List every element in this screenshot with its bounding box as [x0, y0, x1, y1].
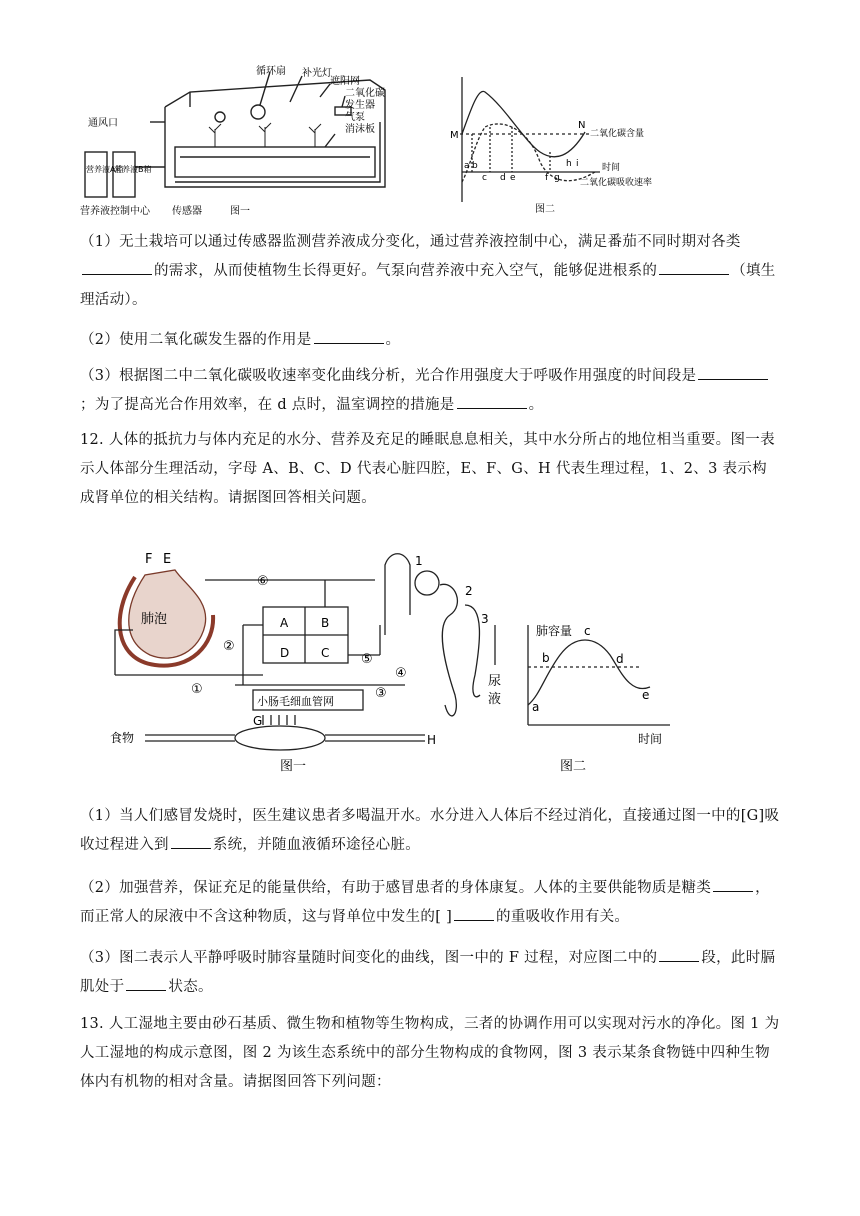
- label-h: H: [427, 733, 437, 747]
- fig1-label-board: 消沫板: [345, 124, 375, 135]
- q12-p1-text: （1）当人们感冒发烧时，医生建议患者多喝温开水。水分进入人体后不经过消化，直接通过图一中的[G]吸收过程进入到: [80, 808, 780, 853]
- fig2-label-b: b: [472, 161, 478, 171]
- q11-p1c-text: （填生理活动）。: [80, 263, 776, 308]
- label-e: E: [163, 552, 172, 567]
- label-chamber-c: C: [321, 646, 330, 660]
- fig2-label-e: e: [510, 173, 516, 183]
- fig1-label-tank-a: 营养液A箱: [86, 165, 124, 174]
- fig2-label-f: f: [545, 173, 549, 183]
- fig1-label-pump: 气泵: [345, 112, 365, 123]
- label-circle-2: ②: [223, 639, 235, 654]
- label-g: G: [253, 714, 263, 728]
- label-alveolus: 肺泡: [141, 612, 168, 627]
- q11-part3: [80, 362, 780, 420]
- fig2-label-g: g: [554, 173, 560, 183]
- q11-p3-end: 。: [528, 397, 544, 413]
- fig2-caption: 图二: [535, 204, 555, 215]
- q11-p3-text: （3）根据图二中二氧化碳吸收速率变化曲线分析，光合作用强度大于呼吸作用强度的时间段是: [80, 368, 697, 384]
- q12-part2: [80, 874, 780, 932]
- fig1-label-control: 营养液控制中心: [80, 206, 150, 217]
- q12-p3-text: （3）图二表示人平静呼吸时肺容量随时间变化的曲线，图一中的 F 过程，对应图二中的: [80, 950, 658, 966]
- fig1-label-shade: 遮阳网: [330, 76, 360, 87]
- fig2-point-c: c: [584, 624, 591, 638]
- fig2-label-absorb: 二氧化碳吸收速率: [580, 178, 653, 188]
- q12-part3: [80, 944, 780, 1002]
- q12-p2-text: （2）加强营养，保证充足的能量供给，有助于感冒患者的身体康复。人体的主要供能物质是糖类: [80, 880, 712, 896]
- label-capillary: 小肠毛细血管网: [257, 695, 334, 708]
- q12-p1b-text: 系统，并随血液循环途径心脏。: [212, 837, 421, 853]
- q12-p3b-text: 段，此时膈肌处于: [80, 950, 776, 995]
- q13-intro-text: 13. 人工湿地主要由砂石基质、微生物和植物等生物构成，三者的协调作用可以实现对污水的净化。图 1 为人工湿地的构成示意图，图 2 为该生态系统中的部分生物构成的食物网，图 3 表示某条食物链中四种生物体内有机物的相对含量。请据图回答下列问题：: [80, 1016, 780, 1090]
- label-urine-2: 液: [488, 692, 502, 707]
- fig1-label-vent: 通风口: [88, 118, 118, 129]
- q12-p2b-text: ，而正常人的尿液中不含这种物质，这与肾单位中发生的[ ]: [80, 880, 770, 925]
- fig1-label-tank-b: 营养液B箱: [114, 165, 152, 174]
- label-chamber-a: A: [280, 616, 289, 630]
- q11-part2: [80, 326, 780, 355]
- fig2-label-m: M: [450, 130, 459, 141]
- label-3: 3: [481, 612, 489, 626]
- fig2-point-a: a: [532, 700, 540, 714]
- q13-intro: [80, 1010, 780, 1097]
- q11-p3-semi: ；: [80, 397, 95, 413]
- fig2-label-a: a: [464, 161, 470, 171]
- circulation-figure: [105, 545, 505, 780]
- q12-intro-text: 12. 人体的抵抗力与体内充足的水分、营养及充足的睡眠息息相关，其中水分所占的地位相当重要。图一表示人体部分生理活动，字母 A、B、C、D 代表心脏四腔，E、F、G、H 代表生理过程，1、2、3 表示构成肾单位的相关结构。请据图回答相关问题。: [80, 432, 775, 506]
- fig1-label-fan: 循环扇: [256, 66, 286, 77]
- label-f: F: [145, 552, 153, 567]
- q11-part1: [80, 228, 780, 315]
- greenhouse-figure: [80, 62, 410, 222]
- fig2-label-d: d: [500, 173, 506, 183]
- label-circle-6: ⑥: [257, 574, 269, 589]
- q11-p3b-text: 为了提高光合作用效率，在 d 点时，温室调控的措施是: [94, 397, 455, 413]
- fig2-label-c: c: [482, 173, 487, 183]
- co2-curve-figure: [450, 72, 680, 217]
- fig2-ylabel: 肺容量: [536, 624, 573, 638]
- label-2: 2: [465, 584, 473, 598]
- q12-intro: [80, 426, 780, 513]
- label-chamber-d: D: [280, 646, 290, 660]
- q12-part1: [80, 802, 780, 860]
- fig2-point-b: b: [542, 651, 550, 665]
- q11-p2-text: （2）使用二氧化碳发生器的作用是: [80, 332, 312, 348]
- q11-p1-text: （1）无土栽培可以通过传感器监测营养液成分变化，通过营养液控制中心，满足番茄不同时期对各类: [80, 234, 741, 250]
- label-1: 1: [415, 554, 423, 568]
- label-food: 食物: [110, 731, 135, 745]
- label-urine-1: 尿: [488, 674, 502, 689]
- fig2-label-time: 时间: [602, 163, 621, 173]
- q11-p2-end: 。: [385, 332, 401, 348]
- label-circle-1: ①: [191, 682, 203, 697]
- q12-fig1-caption: 图一: [280, 759, 307, 774]
- q12-p2c-text: 的重吸收作用有关。: [496, 909, 630, 925]
- fig2-xlabel: 时间: [638, 732, 663, 746]
- label-chamber-b: B: [321, 616, 330, 630]
- label-circle-4: ④: [395, 666, 407, 681]
- fig1-label-generator: 发生器: [345, 100, 375, 111]
- fig2-label-n: N: [578, 120, 586, 131]
- label-circle-3: ③: [375, 686, 387, 701]
- fig2-point-d: d: [616, 652, 624, 666]
- fig1-label-co2: 二氧化碳: [345, 88, 385, 99]
- fig1-caption: 图一: [230, 206, 250, 217]
- label-circle-5: ⑤: [361, 652, 373, 667]
- q11-p1b-text: 的需求，从而使植物生长得更好。气泵向营养液中充入空气，能够促进根系的: [154, 263, 658, 279]
- fig2-label-h: h: [566, 159, 572, 169]
- fig1-label-sensor: 传感器: [172, 206, 202, 217]
- fig2-label-i: i: [576, 159, 579, 169]
- fig2-point-e: e: [642, 688, 650, 702]
- q12-p3c-text: 状态。: [168, 979, 213, 995]
- q12-fig2-caption: 图二: [560, 759, 587, 774]
- fig2-label-co2content: 二氧化碳含量: [590, 129, 645, 139]
- fig1-label-lamp: 补光灯: [302, 68, 332, 79]
- lung-volume-figure: [520, 615, 680, 780]
